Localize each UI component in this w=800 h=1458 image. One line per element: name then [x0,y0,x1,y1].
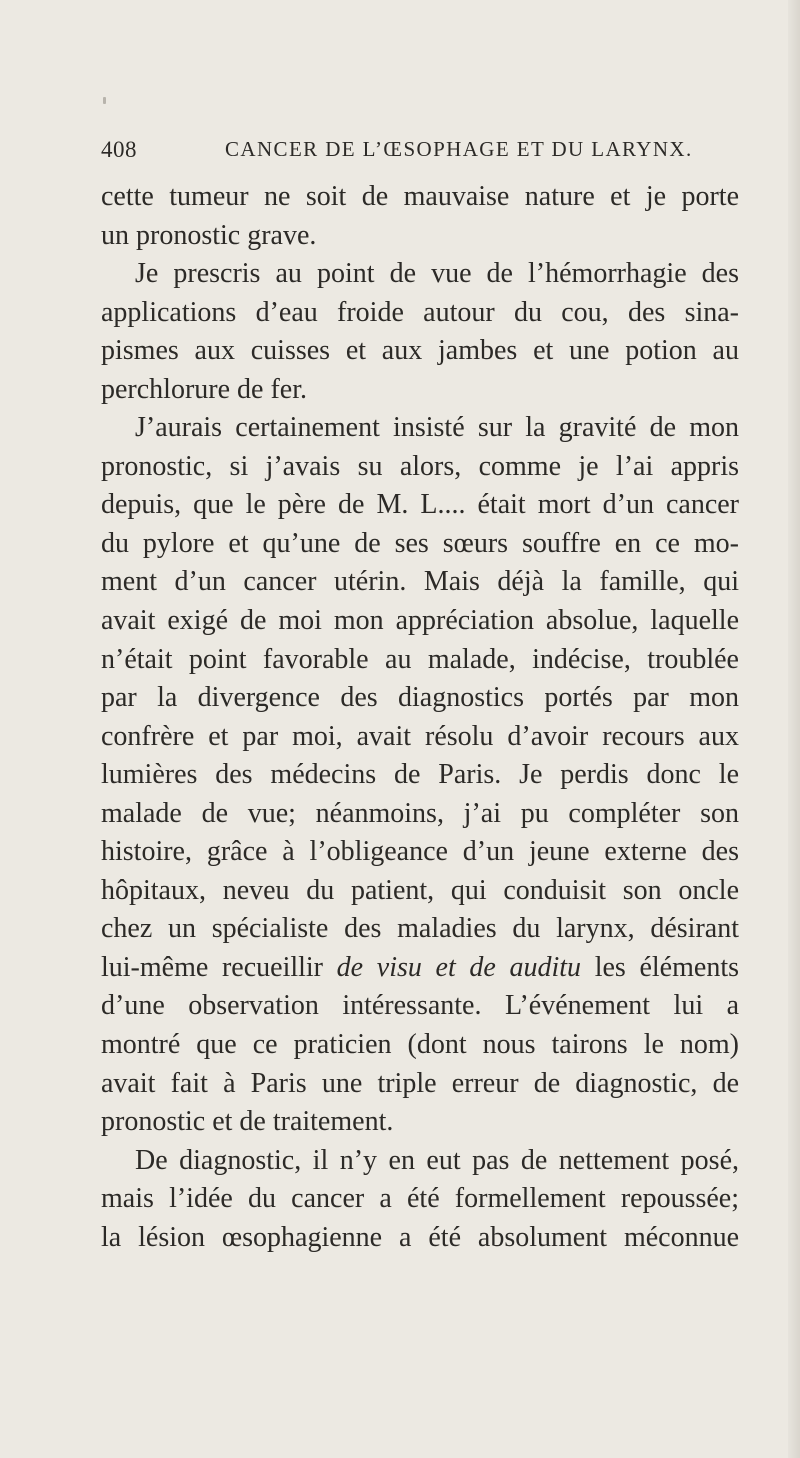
text-line: pismes aux cuisses et aux jambes et une potion au [101,335,739,367]
text-line [101,949,739,988]
text-line: montré que ce praticien (dont nous tairons le nom) [101,1029,739,1061]
text-line: un pronostic grave. [101,219,317,251]
text-line: Je prescris au point de vue de l’hémorrhagie des [135,258,739,290]
text-line: histoire, grâce à l’obligeance d’un jeune externe des [101,836,739,868]
text-line: avait exigé de moi mon appréciation absolue, laquelle [101,605,739,637]
text-line: la lésion œsophagienne a été absolument méconnue [101,1221,739,1253]
italic-phrase: de visu et de auditu [336,951,582,983]
text-line: cette tumeur ne soit de mauvaise nature et je porte [101,181,739,212]
text-line: confrère et par moi, avait résolu d’avoir recours aux [101,720,739,752]
text-line: applications d’eau froide autour du cou, des sina- [101,296,739,328]
text-line: avait fait à Paris une triple erreur de diagnostic, de [101,1067,739,1099]
text-line: pronostic et de traitement. [101,1106,394,1138]
text-line: perchlorure de fer. [101,373,307,405]
text-line: J’aurais certainement insisté sur la gravité de mon [135,412,739,444]
text-line: depuis, que le père de M. L.... était mort d’un cancer [101,489,739,521]
text-line: hôpitaux, neveu du patient, qui conduisit son oncle [101,874,739,906]
text-line: lumières des médecins de Paris. Je perdis donc le [101,759,739,791]
text-line: mais l’idée du cancer a été formellement repoussée; [101,1183,739,1215]
text-line: par la divergence des diagnostics portés par mon [101,682,739,714]
body-text [101,178,739,1257]
text-line: du pylore et qu’une de ses sœurs souffre en ce mo- [101,527,739,559]
text-line: chez un spécialiste des maladies du larynx, désirant [101,913,739,945]
page-edge [788,0,800,1458]
text-segment: les éléments [581,951,739,983]
page-number: 408 [101,137,137,162]
text-line: d’une observation intéressante. L’événement lui a [101,990,739,1022]
text-line: ment d’un cancer utérin. Mais déjà la famille, qui [101,566,739,598]
ink-speck [103,97,106,104]
page-header [101,137,741,173]
text-line: De diagnostic, il n’y en eut pas de nettement posé, [135,1144,739,1176]
text-line: n’était point favorable au malade, indécise, troublée [101,643,739,675]
running-title: CANCER DE L’ŒSOPHAGE ET DU LARYNX. [225,137,693,161]
text-line: malade de vue; néanmoins, j’ai pu compléter son [101,797,739,829]
text-segment: lui-même recueillir [101,951,337,983]
text-line: pronostic, si j’avais su alors, comme je l’ai appris [101,450,739,482]
